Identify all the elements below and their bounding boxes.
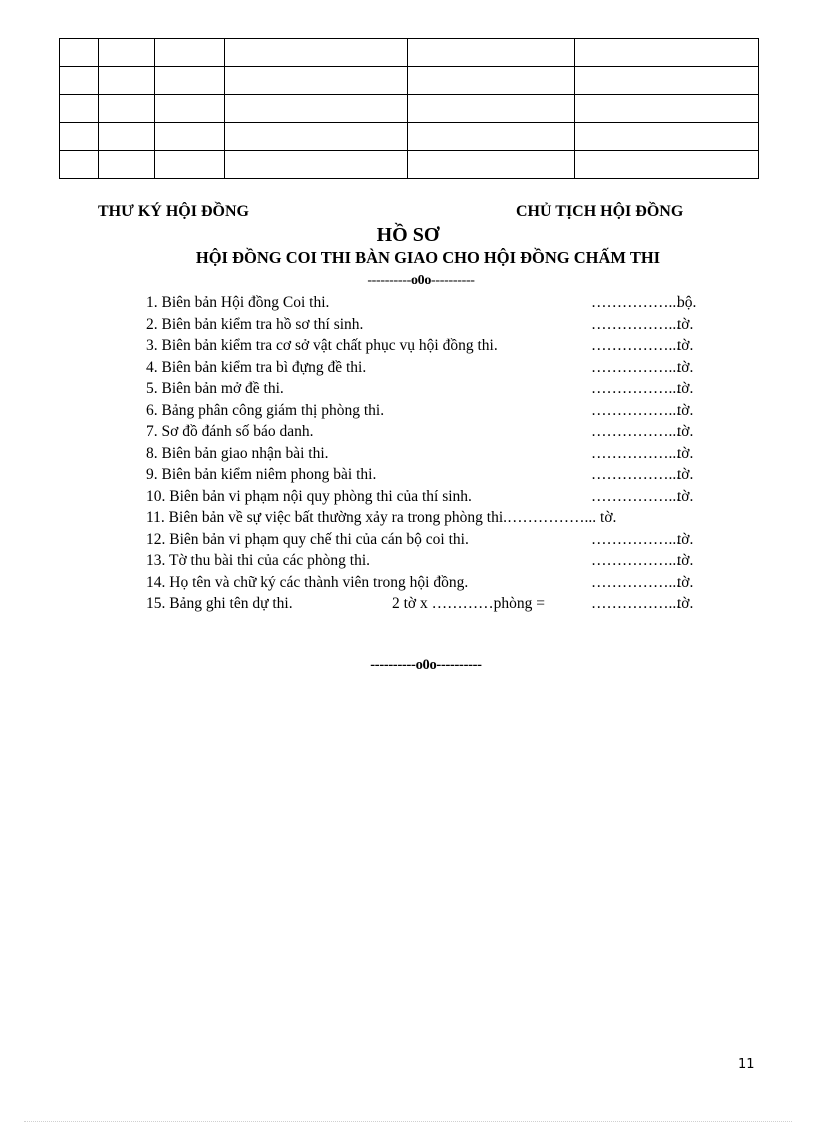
- table-cell: [408, 151, 575, 179]
- table-cell: [60, 151, 99, 179]
- item-unit: tờ.: [677, 466, 694, 483]
- divider-top: [0, 273, 816, 289]
- item-mid: 2 tờ x …………phòng =: [392, 595, 545, 612]
- list-item: [146, 464, 706, 486]
- item-dots: ……………...: [591, 487, 681, 505]
- list-item: [146, 357, 706, 379]
- list-item: [146, 572, 706, 594]
- item-dots: ……………...: [591, 380, 681, 397]
- list-item: [146, 314, 706, 336]
- table-cell: [99, 67, 155, 95]
- item-text: 5. Biên bản mở đề thi.: [146, 380, 284, 397]
- item-text: 2. Biên bản kiểm tra hồ sơ thí sinh.: [146, 315, 364, 333]
- divider-dashes-left: ----------: [367, 273, 411, 288]
- table-cell: [225, 39, 408, 67]
- list-item: [146, 443, 706, 465]
- table-cell: [575, 95, 759, 123]
- table-row: [60, 39, 759, 67]
- chairman-signature-label: CHỦ TỊCH HỘI ĐỒNG: [516, 203, 684, 220]
- item-unit: tờ.: [677, 315, 694, 333]
- list-item: [146, 335, 706, 357]
- item-text: 7. Sơ đồ đánh số báo danh.: [146, 423, 314, 440]
- table-cell: [155, 39, 225, 67]
- table-cell: [225, 151, 408, 179]
- document-subtitle: HỘI ĐỒNG COI THI BÀN GIAO CHO HỘI ĐỒNG CHẤM THI: [195, 248, 661, 267]
- item-unit: tờ.: [677, 595, 694, 612]
- table-cell: [408, 95, 575, 123]
- document-title: HỒ SƠ: [376, 224, 440, 246]
- item-dots: ……………...: [591, 315, 681, 333]
- divider-dashes-right: ----------: [431, 273, 475, 288]
- table-row: [60, 151, 759, 179]
- list-item: [146, 507, 706, 529]
- item-text: 14. Họ tên và chữ ký các thành viên trong hội đồng.: [146, 573, 469, 591]
- item-dots: ……………...: [591, 595, 681, 612]
- table-row: [60, 95, 759, 123]
- item-dots: ……………...: [591, 294, 681, 311]
- item-unit: tờ.: [677, 552, 694, 569]
- table-cell: [155, 151, 225, 179]
- table-row: [60, 123, 759, 151]
- secretary-signature-label: THƯ KÝ HỘI ĐỒNG: [98, 203, 249, 220]
- divider-bottom: ----------o0o----------: [370, 657, 482, 673]
- table-cell: [60, 95, 99, 123]
- item-text: 6. Bảng phân công giám thị phòng thi.: [146, 401, 385, 419]
- list-item: [146, 550, 706, 572]
- list-item: [146, 378, 706, 400]
- list-item: [146, 400, 706, 422]
- divider-ornament: o0o: [410, 273, 432, 288]
- item-unit: tờ.: [677, 444, 694, 462]
- item-unit: tờ.: [677, 380, 694, 397]
- item-unit: tờ.: [677, 487, 694, 505]
- item-text: 12. Biên bản vi phạm quy chế thi của cán bộ coi thi.: [146, 530, 469, 548]
- table-cell: [575, 39, 759, 67]
- item-dots: ……………...: [591, 444, 681, 462]
- list-item: [146, 486, 706, 508]
- item-text: 10. Biên bản vi phạm nội quy phòng thi của thí sinh.: [146, 487, 472, 505]
- item-text: 11. Biên bản về sự việc bất thường xảy ra trong phòng thi.……………... tờ.: [146, 509, 617, 526]
- table-cell: [575, 67, 759, 95]
- item-text: 3. Biên bản kiểm tra cơ sở vật chất phục vụ hội đồng thi.: [146, 337, 498, 354]
- item-unit: tờ.: [677, 530, 694, 548]
- item-unit: tờ.: [677, 358, 694, 376]
- table-cell: [60, 67, 99, 95]
- item-text: 1. Biên bản Hội đồng Coi thi.: [146, 294, 330, 311]
- item-dots: ……………...: [591, 552, 681, 569]
- list-item: [146, 593, 706, 615]
- table-cell: [225, 95, 408, 123]
- item-unit: tờ.: [677, 423, 694, 440]
- table-cell: [225, 67, 408, 95]
- item-text: 15. Bảng ghi tên dự thi.: [146, 595, 293, 612]
- table-cell: [575, 151, 759, 179]
- item-dots: ……………...: [591, 401, 681, 419]
- list-item: [146, 292, 706, 314]
- table-cell: [99, 151, 155, 179]
- table-cell: [408, 67, 575, 95]
- blank-table: [59, 38, 759, 179]
- table-cell: [99, 95, 155, 123]
- item-text: 13. Tờ thu bài thi của các phòng thi.: [146, 552, 371, 569]
- table-cell: [60, 123, 99, 151]
- item-dots: ……………...: [591, 530, 681, 548]
- item-dots: ……………...: [591, 466, 681, 483]
- table-cell: [155, 123, 225, 151]
- table-cell: [60, 39, 99, 67]
- item-unit: tờ.: [677, 401, 694, 419]
- item-dots: ……………...: [591, 423, 681, 440]
- item-unit: bộ.: [677, 294, 697, 311]
- table-cell: [225, 123, 408, 151]
- item-unit: tờ.: [677, 337, 694, 354]
- item-dots: ……………...: [591, 358, 681, 376]
- table-cell: [99, 39, 155, 67]
- item-dots: ……………...: [591, 337, 681, 354]
- item-dots: ……………...: [591, 573, 681, 591]
- list-item: [146, 421, 706, 443]
- item-unit: tờ.: [677, 573, 694, 591]
- table-cell: [155, 67, 225, 95]
- table-row: [60, 67, 759, 95]
- item-text: 4. Biên bản kiểm tra bì đựng đề thi.: [146, 358, 367, 376]
- list-item: [146, 529, 706, 551]
- table-cell: [408, 123, 575, 151]
- page-number: 11: [738, 1057, 755, 1072]
- table-cell: [155, 95, 225, 123]
- table-cell: [99, 123, 155, 151]
- footer-rule: [24, 1121, 792, 1122]
- item-text: 8. Biên bản giao nhận bài thi.: [146, 444, 329, 462]
- item-text: 9. Biên bản kiểm niêm phong bài thi.: [146, 466, 377, 483]
- table-cell: [408, 39, 575, 67]
- handover-document-list: [146, 292, 706, 615]
- table-cell: [575, 123, 759, 151]
